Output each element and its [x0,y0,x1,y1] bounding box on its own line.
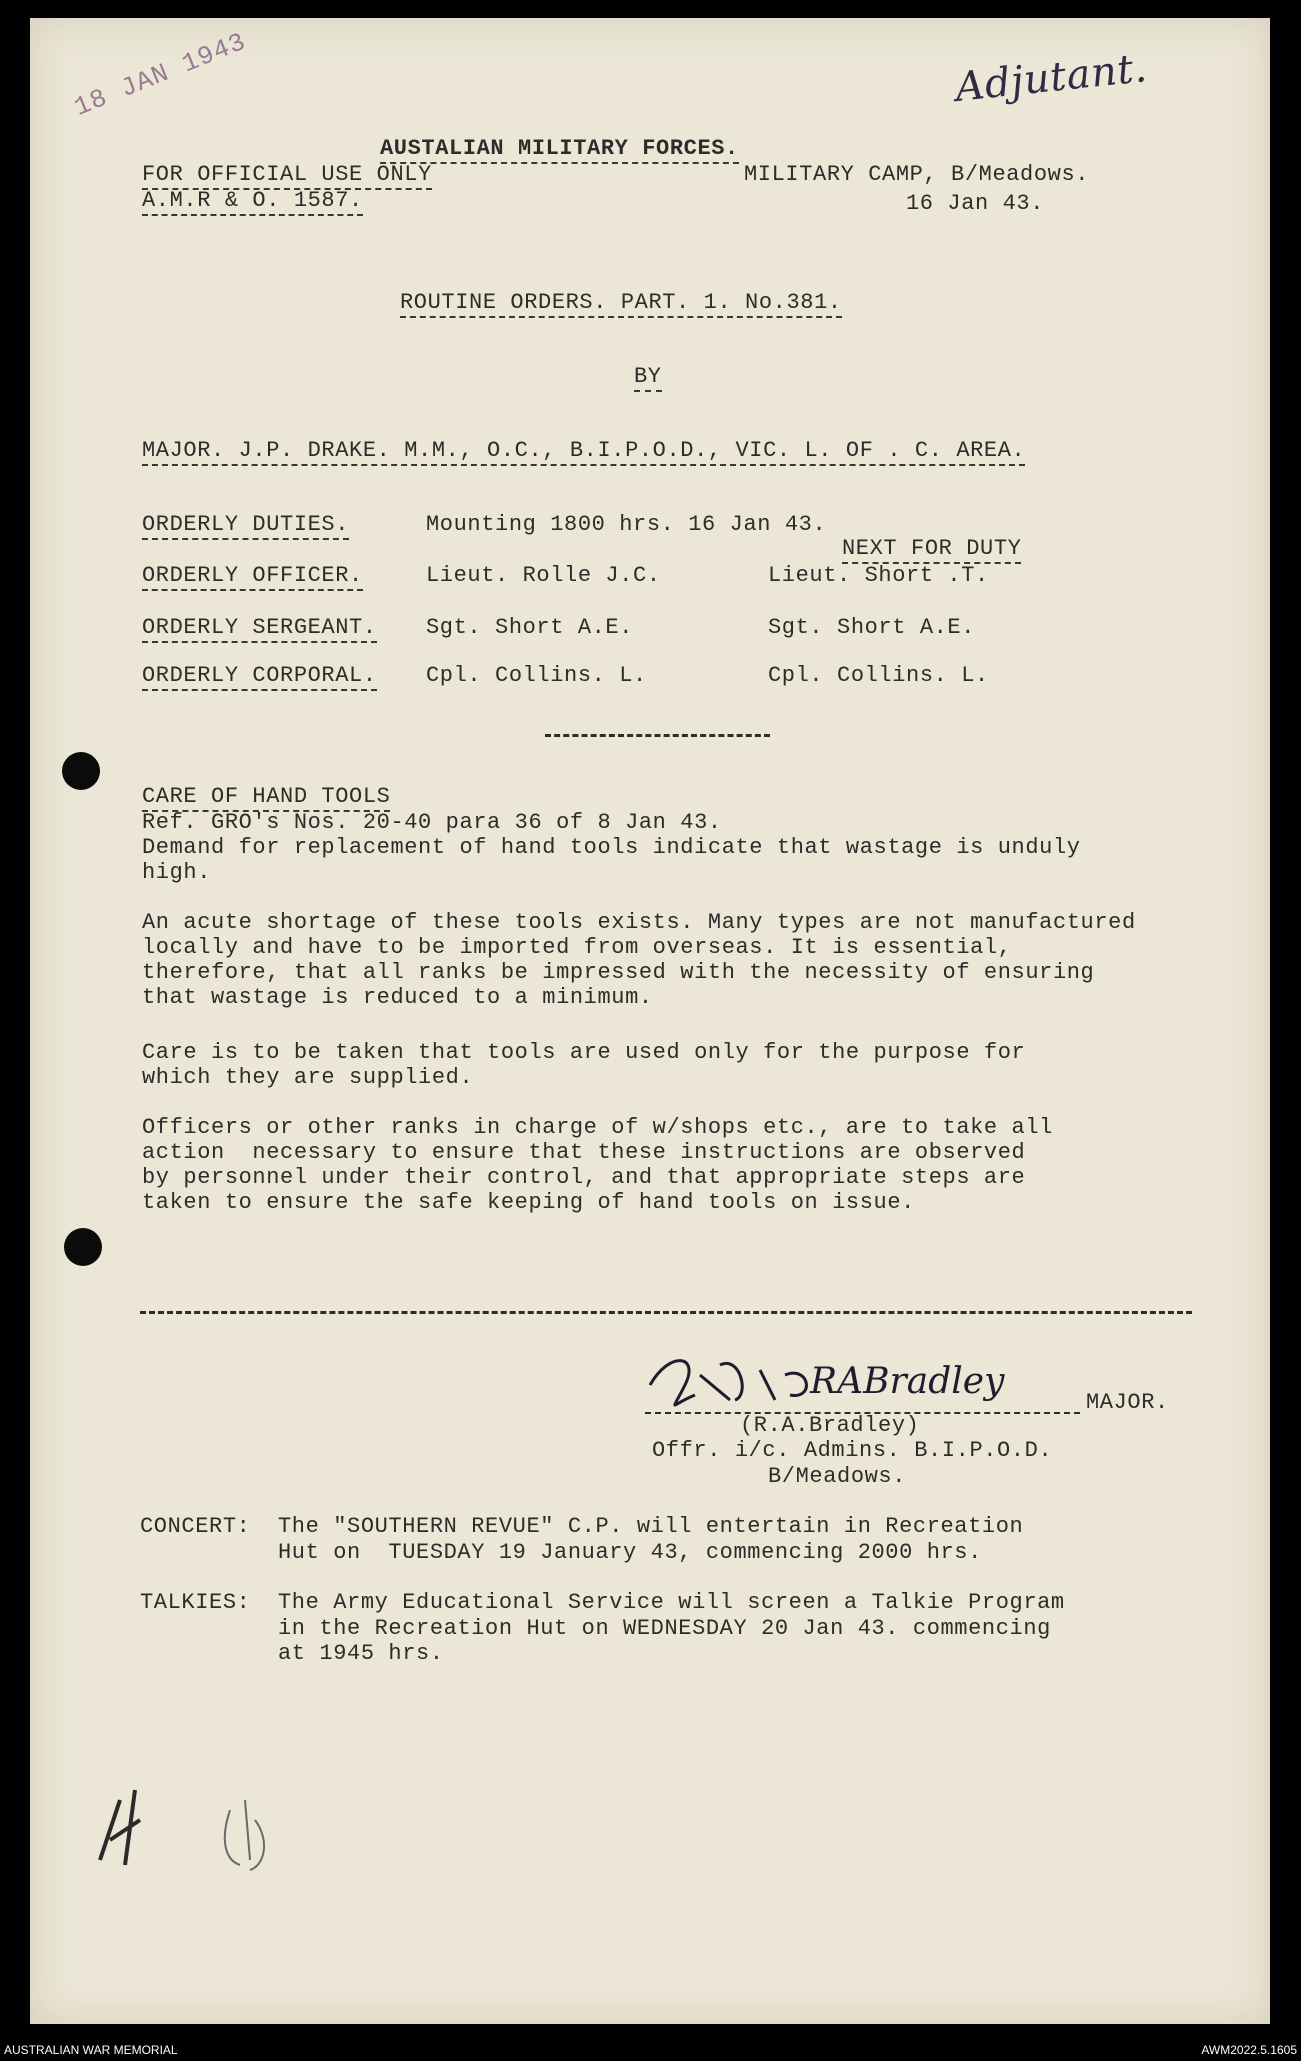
notice-line: in the Recreation Hut on WEDNESDAY 20 Jan 43. commencing [278,1616,1051,1641]
orderly-corporal-label: ORDERLY CORPORAL. [142,663,377,691]
footer-accession: AWM2022.5.1605 [1201,2043,1297,2057]
duties-label: ORDERLY DUTIES. [142,512,349,540]
initials-marks [80,1780,300,1890]
body-line: therefore, that all ranks be impressed with the necessity of ensuring [142,960,1095,985]
orders-title: ROUTINE ORDERS. PART. 1. No.381. [400,290,842,318]
section-divider [140,1311,1192,1314]
document-page [30,18,1270,2024]
handwritten-note: Adjutant. [953,45,1150,111]
orderly-officer-current: Lieut. Rolle J.C. [426,563,661,588]
signature-text: RABradley [810,1361,1005,1402]
punch-hole [64,1228,102,1266]
body-line: by personnel under their control, and that appropriate steps are [142,1165,1026,1190]
section-heading: CARE OF HAND TOOLS [142,784,390,812]
body-line: An acute shortage of these tools exists. Many types are not manufactured [142,910,1136,935]
notice-label: TALKIES: [140,1590,251,1615]
signatory-office: Offr. i/c. Admins. B.I.P.O.D. [652,1438,1053,1463]
by-label: BY [634,364,662,392]
location: MILITARY CAMP, B/Meadows. [744,162,1090,187]
body-line: Ref. GRO's Nos. 20-40 para 36 of 8 Jan 43. [142,810,722,835]
commander: MAJOR. J.P. DRAKE. M.M., O.C., B.I.P.O.D., VIC. L. OF . C. AREA. [142,438,1025,466]
body-line: Care is to be taken that tools are used only for the purpose for [142,1040,1026,1065]
signature-rank: MAJOR. [1086,1390,1169,1415]
body-line: action necessary to ensure that these instructions are observed [142,1140,1026,1165]
signatory-place: B/Meadows. [768,1464,907,1489]
date: 16 Jan 43. [906,191,1045,216]
body-line: locally and have to be imported from overseas. It is essential, [142,935,1012,960]
body-line: which they are supplied. [142,1065,474,1090]
notice-line: The "SOUTHERN REVUE" C.P. will entertain in Recreation [278,1514,1024,1539]
orderly-sergeant-current: Sgt. Short A.E. [426,615,634,640]
notice-line: Hut on TUESDAY 19 January 43, commencing 2000 hrs. [278,1540,982,1565]
next-for-duty: NEXT FOR DUTY [842,536,1021,564]
punch-hole [62,752,100,790]
date-stamp: 18 JAN 1943 [70,26,251,123]
notice-line: The Army Educational Service will screen a Talkie Program [278,1590,1065,1615]
orderly-officer-label: ORDERLY OFFICER. [142,563,363,591]
body-line: Officers or other ranks in charge of w/shops etc., are to take all [142,1115,1053,1140]
section-divider [545,734,770,737]
orderly-officer-next: Lieut. Short .T. [768,563,989,588]
classification: FOR OFFICIAL USE ONLY [142,162,432,190]
footer-source: AUSTRALIAN WAR MEMORIAL [4,2043,178,2057]
notice-label: CONCERT: [140,1514,251,1539]
orderly-sergeant-label: ORDERLY SERGEANT. [142,615,377,643]
duties-value: Mounting 1800 hrs. 16 Jan 43. [426,512,827,537]
document-title: AUSTALIAN MILITARY FORCES. [380,136,739,164]
body-line: Demand for replacement of hand tools indicate that wastage is unduly [142,835,1081,860]
body-line: high. [142,860,212,885]
orderly-corporal-current: Cpl. Collins. L. [426,663,647,688]
orderly-sergeant-next: Sgt. Short A.E. [768,615,976,640]
notice-line: at 1945 hrs. [278,1641,444,1666]
body-line: that wastage is reduced to a minimum. [142,985,653,1010]
orderly-corporal-next: Cpl. Collins. L. [768,663,989,688]
body-line: taken to ensure the safe keeping of hand tools on issue. [142,1190,915,1215]
reference: A.M.R & O. 1587. [142,188,363,216]
signature-scrawl [640,1345,1080,1415]
signatory-name: (R.A.Bradley) [740,1413,920,1438]
